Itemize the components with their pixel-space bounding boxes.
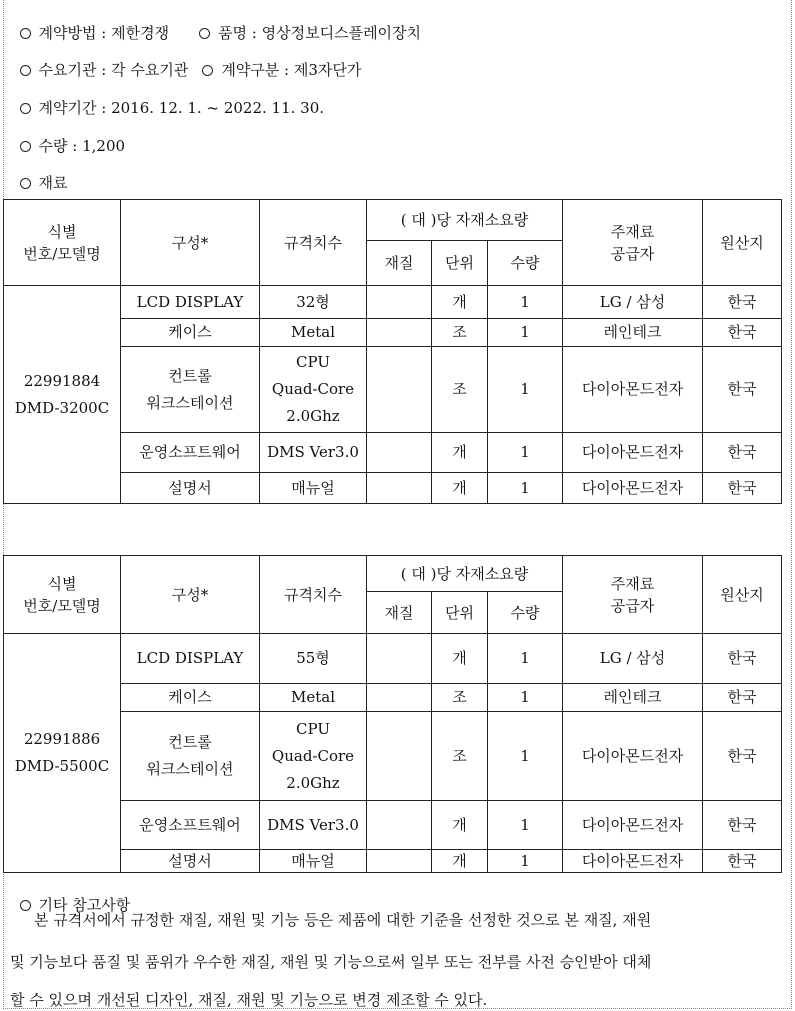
notes-paragraph (10, 909, 782, 1009)
header-dimension: 규격치수 (260, 200, 367, 286)
header-component: 구성* (121, 200, 260, 286)
origin-cell: 한국 (703, 684, 782, 712)
material-cell (367, 634, 432, 684)
contract-method: 계약방법 : 제한경쟁 (38, 24, 170, 42)
header-origin: 원산지 (703, 200, 782, 286)
component-cell: 설명서 (121, 473, 260, 504)
dimension-cell: DMS Ver3.0 (260, 801, 367, 850)
circle-bullet-icon (20, 178, 31, 189)
supplier-cell: 다이아몬드전자 (563, 433, 703, 473)
info-row-2 (10, 40, 361, 80)
component-cell: 설명서 (121, 850, 260, 873)
dimension-cell: CPU Quad-Core 2.0Ghz (260, 347, 367, 433)
notes-line-2: 및 기능보다 품질 및 품위가 우수한 재질, 재원 및 기능으로써 일부 또는 전부를 사전 승인받아 대체 (10, 953, 652, 971)
header-id: 식별 번호/모델명 (4, 556, 121, 634)
dimension-cell: 매뉴얼 (260, 850, 367, 873)
supplier-cell: 다이아몬드전자 (563, 801, 703, 850)
circle-bullet-icon (199, 28, 210, 39)
supplier-cell: 레인테크 (563, 684, 703, 712)
circle-bullet-icon (20, 65, 31, 76)
material-cell (367, 347, 432, 433)
dimension-cell: DMS Ver3.0 (260, 433, 367, 473)
circle-bullet-icon (20, 141, 31, 152)
origin-cell: 한국 (703, 801, 782, 850)
table-row (4, 684, 782, 712)
spec-table-2 (3, 555, 782, 873)
spec-table-1 (3, 199, 782, 504)
header-supplier: 주재료 공급자 (563, 556, 703, 634)
header-material: 재질 (367, 592, 432, 634)
unit-cell: 개 (432, 286, 488, 319)
origin-cell: 한국 (703, 347, 782, 433)
table-row (4, 286, 782, 319)
unit-cell: 개 (432, 801, 488, 850)
circle-bullet-icon (202, 65, 213, 76)
unit-cell: 조 (432, 347, 488, 433)
header-usage-group: ( 대 )당 자재소요량 (367, 556, 563, 592)
material-cell (367, 473, 432, 504)
notes-heading-text: 기타 참고사항 (38, 896, 131, 914)
material-heading: 재료 (38, 174, 68, 192)
component-cell: LCD DISPLAY (121, 286, 260, 319)
header-supplier: 주재료 공급자 (563, 200, 703, 286)
qty-cell: 1 (488, 347, 563, 433)
header-dimension: 규격치수 (260, 556, 367, 634)
origin-cell: 한국 (703, 319, 782, 347)
qty-cell: 1 (488, 634, 563, 684)
unit-cell: 조 (432, 712, 488, 801)
table-row (4, 634, 782, 684)
notes-line-1: 본 규격서에서 규정한 재질, 재원 및 기능 등은 제품에 대한 기준을 선정한 것으로 본 재질, 재원 (34, 911, 652, 929)
origin-cell: 한국 (703, 433, 782, 473)
unit-cell: 개 (432, 850, 488, 873)
unit-cell: 개 (432, 433, 488, 473)
dimension-cell: 매뉴얼 (260, 473, 367, 504)
table-row (4, 801, 782, 850)
qty-cell: 1 (488, 850, 563, 873)
component-cell: 운영소프트웨어 (121, 801, 260, 850)
origin-cell: 한국 (703, 473, 782, 504)
header-usage-group: ( 대 )당 자재소요량 (367, 200, 563, 241)
header-qty: 수량 (488, 592, 563, 634)
supplier-cell: 다이아몬드전자 (563, 473, 703, 504)
origin-cell: 한국 (703, 850, 782, 873)
table-header-row (4, 556, 782, 592)
supplier-cell: LG / 삼성 (563, 634, 703, 684)
unit-cell: 조 (432, 319, 488, 347)
component-cell: 케이스 (121, 319, 260, 347)
info-row-4 (10, 116, 125, 156)
header-id: 식별 번호/모델명 (4, 200, 121, 286)
table-row (4, 433, 782, 473)
origin-cell: 한국 (703, 286, 782, 319)
material-cell (367, 319, 432, 347)
info-row-5 (10, 153, 68, 193)
model-cell: 22991886 DMD-5500C (4, 634, 121, 873)
component-cell: LCD DISPLAY (121, 634, 260, 684)
header-material: 재질 (367, 241, 432, 286)
component-cell: 운영소프트웨어 (121, 433, 260, 473)
circle-bullet-icon (20, 28, 31, 39)
component-cell: 컨트롤 워크스테이션 (121, 347, 260, 433)
table-row (4, 473, 782, 504)
qty-cell: 1 (488, 712, 563, 801)
supplier-cell: 다이아몬드전자 (563, 850, 703, 873)
model-cell: 22991884 DMD-3200C (4, 286, 121, 504)
circle-bullet-icon (20, 103, 31, 114)
supplier-cell: 다이아몬드전자 (563, 347, 703, 433)
table-header-row (4, 200, 782, 241)
origin-cell: 한국 (703, 634, 782, 684)
quantity: 수량 : 1,200 (38, 137, 126, 155)
material-cell (367, 286, 432, 319)
qty-cell: 1 (488, 433, 563, 473)
qty-cell: 1 (488, 286, 563, 319)
table-row (4, 850, 782, 873)
qty-cell: 1 (488, 319, 563, 347)
supplier-cell: 레인테크 (563, 319, 703, 347)
qty-cell: 1 (488, 473, 563, 504)
table-row (4, 712, 782, 801)
supplier-cell: LG / 삼성 (563, 286, 703, 319)
qty-cell: 1 (488, 684, 563, 712)
header-origin: 원산지 (703, 556, 782, 634)
material-cell (367, 433, 432, 473)
header-qty: 수량 (488, 241, 563, 286)
qty-cell: 1 (488, 801, 563, 850)
material-cell (367, 850, 432, 873)
dimension-cell: Metal (260, 684, 367, 712)
dimension-cell: CPU Quad-Core 2.0Ghz (260, 712, 367, 801)
info-row-3 (10, 78, 324, 118)
header-unit: 단위 (432, 592, 488, 634)
notes-line-3: 할 수 있으며 개선된 디자인, 재질, 재원 및 기능으로 변경 제조할 수 있다. (10, 991, 488, 1009)
unit-cell: 조 (432, 684, 488, 712)
contract-period: 계약기간 : 2016. 12. 1. ~ 2022. 11. 30. (38, 99, 325, 117)
supplier-cell: 다이아몬드전자 (563, 712, 703, 801)
material-cell (367, 712, 432, 801)
info-row-1 (10, 3, 421, 43)
item-name: 품명 : 영상정보디스플레이장치 (218, 24, 422, 42)
header-unit: 단위 (432, 241, 488, 286)
unit-cell: 개 (432, 473, 488, 504)
component-cell: 케이스 (121, 684, 260, 712)
material-cell (367, 684, 432, 712)
component-cell: 컨트롤 워크스테이션 (121, 712, 260, 801)
dimension-cell: Metal (260, 319, 367, 347)
dimension-cell: 55형 (260, 634, 367, 684)
material-cell (367, 801, 432, 850)
demand-agency: 수요기관 : 각 수요기관 (38, 61, 189, 79)
origin-cell: 한국 (703, 712, 782, 801)
unit-cell: 개 (432, 634, 488, 684)
table-row (4, 319, 782, 347)
dimension-cell: 32형 (260, 286, 367, 319)
header-component: 구성* (121, 556, 260, 634)
contract-type: 계약구분 : 제3자단가 (221, 61, 362, 79)
table-row (4, 347, 782, 433)
